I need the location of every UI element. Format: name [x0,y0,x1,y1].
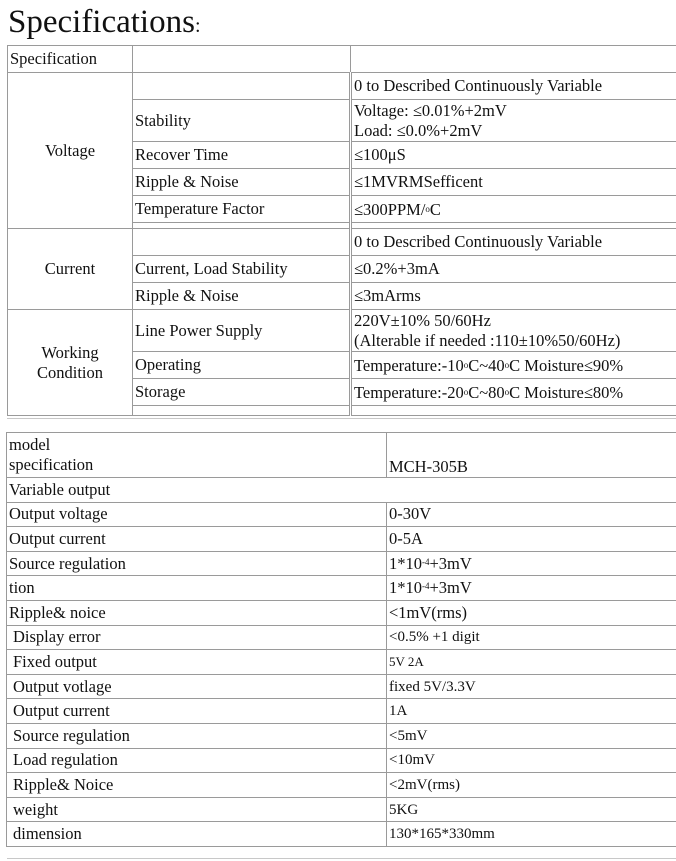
row-value: $1*10^{-4}+3mV$ [387,551,676,576]
row-label: Ripple& Noice [7,773,387,798]
voltage-group-label: Voltage [8,73,133,229]
spec-header-row [8,46,676,73]
row-label: Load regulation [7,748,387,773]
row-label: Source regulation [7,551,387,576]
voltage-stability-label: Stability [133,100,351,142]
spec-header-label: Specification [8,46,133,73]
specifications-table [7,45,676,416]
row-value: fixed 5V/3.3V [387,674,676,699]
current-stability-value: ≤0.2%+3mA [351,256,676,283]
row-value: 5V 2A [387,650,676,675]
row-value: 5KG [387,797,676,822]
table-row [7,551,676,576]
row-label: Ripple& noice [7,600,387,625]
model-spec-header: model specification [7,433,387,478]
row-value: 0-5A [387,527,676,552]
row-label: Output current [7,527,387,552]
voltage-ripple-value: ≤1MVRMSefficent [351,169,676,196]
recover-time-value: ≤100μS [351,142,676,169]
row-value: <1mV(rms) [387,600,676,625]
voltage-ripple-label: Ripple & Noise [133,169,351,196]
row-value: 0-30V [387,502,676,527]
operating-value: Temperature:-10oC~40oC Moisture≤90% [351,352,676,379]
row-label: Output current [7,699,387,724]
row-value: <0.5% +1 digit [387,625,676,650]
temperature-factor-label: Temperature Factor [133,196,351,223]
table-row [7,527,676,552]
current-group-label: Current [8,229,133,310]
recover-time-label: Recover Time [133,142,351,169]
model-spec-table [6,432,676,847]
row-value: 130*165*330mm [387,822,676,847]
current-ripple-label: Ripple & Noise [133,283,351,310]
table-row [7,674,676,699]
storage-label: Storage [133,379,351,406]
row-value: <10mV [387,748,676,773]
current-ripple-value: ≤3mArms [351,283,676,310]
row-label: Display error [7,625,387,650]
table-row [7,748,676,773]
working-condition-group-label: Working Condition [8,310,133,416]
table-row [7,625,676,650]
table-row [7,797,676,822]
row-label: Fixed output [7,650,387,675]
row-label: weight [7,797,387,822]
table-row [7,576,676,601]
table-row [7,478,676,503]
model-name: MCH-305B [387,433,676,478]
row-label: dimension [7,822,387,847]
current-stability-label: Current, Load Stability [133,256,351,283]
table-row [7,600,676,625]
storage-value: Temperature:-20oC~80oC Moisture≤80% [351,379,676,406]
table-row [7,822,676,847]
voltage-stability-value: Voltage: ≤0.01%+2mV Load: ≤0.0%+2mV [351,100,676,142]
row-label: Variable output [7,478,676,503]
model-header-row [7,433,676,478]
row-label: Output voltage [7,502,387,527]
row-value: 1A [387,699,676,724]
row-value: <2mV(rms) [387,773,676,798]
table-row [7,502,676,527]
row-label: tion [7,576,387,601]
table-row [7,773,676,798]
table-row [7,699,676,724]
row-label: Output votlage [7,674,387,699]
table-row [7,650,676,675]
current-adjust-value: 0 to Described Continuously Variable [351,229,676,256]
line-power-value: 220V±10% 50/60Hz (Alterable if needed :110±10%50/60Hz) [351,310,676,352]
section-divider [7,418,676,419]
operating-label: Operating [133,352,351,379]
row-value: <5mV [387,723,676,748]
line-power-label: Line Power Supply [133,310,351,352]
row-label: Source regulation [7,723,387,748]
row-value: $1*10^{-4}+3mV$ [387,576,676,601]
temperature-factor-value: ≤300PPM/oC [351,196,676,223]
table-row [7,723,676,748]
voltage-adjust-value: 0 to Described Continuously Variable [351,73,676,100]
bottom-divider [7,858,676,859]
page-title: Specifications: [8,4,201,40]
